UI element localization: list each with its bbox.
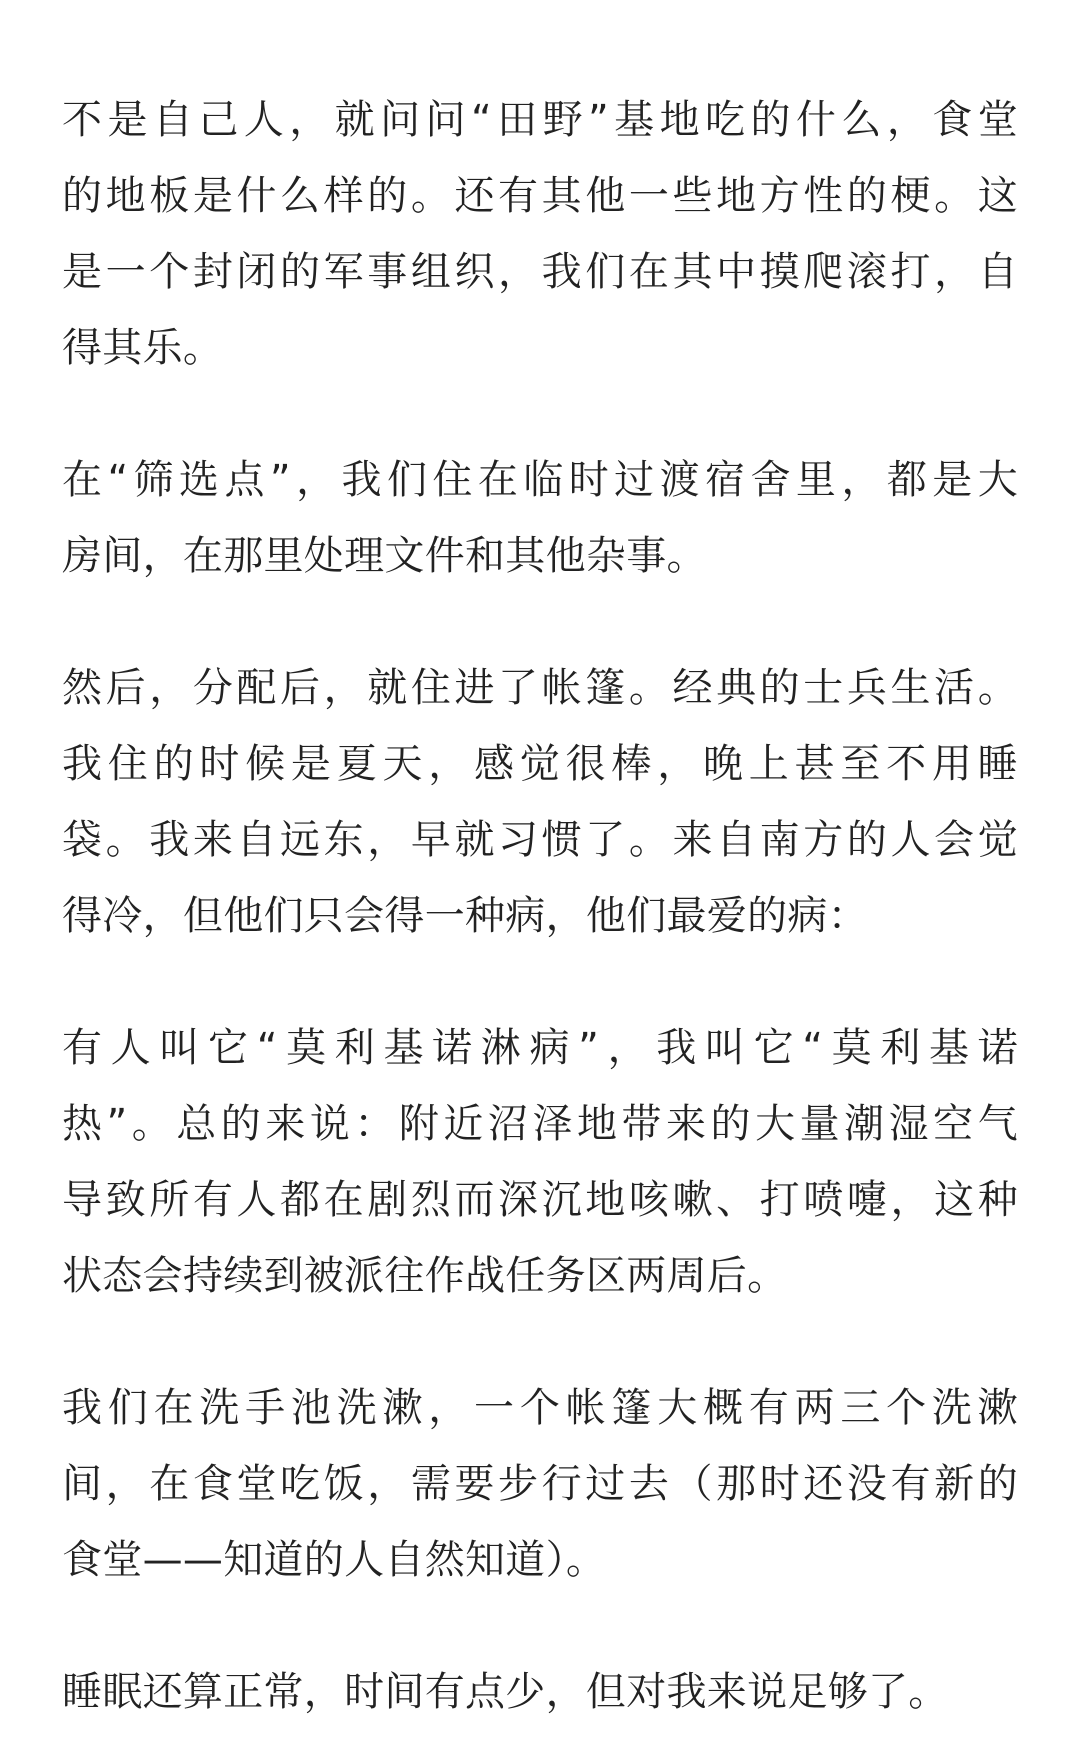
text-line: 是一个封闭的军事组织，我们在其中摸爬滚打，自	[62, 249, 1018, 295]
text-line: 我住的时候是夏天，感觉很棒，晚上甚至不用睡	[62, 741, 1018, 787]
text-line: 房间，在那里处理文件和其他杂事。	[62, 533, 707, 579]
text-line: 食堂——知道的人自然知道）。	[62, 1537, 607, 1583]
text-line: 得其乐。	[62, 325, 224, 371]
paragraph-1	[62, 82, 1018, 386]
paragraph-5	[62, 1370, 1018, 1598]
paragraph-2	[62, 442, 1018, 594]
paragraph-4	[62, 1010, 1018, 1314]
text-line: 我们在洗手池洗漱，一个帐篷大概有两三个洗漱	[62, 1385, 1018, 1431]
text-line: 导致所有人都在剧烈而深沉地咳嗽、打喷嚏，这种	[62, 1177, 1018, 1223]
text-line: 的地板是什么样的。还有其他一些地方性的梗。这	[62, 173, 1018, 219]
text-line: 得冷，但他们只会得一种病，他们最爱的病：	[62, 893, 868, 939]
text-line: 有人叫它“莫利基诺淋病”，我叫它“莫利基诺	[62, 1025, 1018, 1071]
text-line: 袋。我来自远东，早就习惯了。来自南方的人会觉	[62, 817, 1018, 863]
text-line: 睡眠还算正常，时间有点少，但对我来说足够了。	[62, 1669, 949, 1715]
text-line: 热”。总的来说：附近沼泽地带来的大量潮湿空气	[62, 1101, 1018, 1147]
text-line: 在“筛选点”，我们住在临时过渡宿舍里，都是大	[62, 457, 1018, 503]
paragraph-6	[62, 1654, 1018, 1730]
text-line: 不是自己人，就问问“田野”基地吃的什么，食堂	[62, 97, 1018, 143]
text-line: 然后，分配后，就住进了帐篷。经典的士兵生活。	[62, 665, 1018, 711]
paragraph-3	[62, 650, 1018, 954]
text-line: 间，在食堂吃饭，需要步行过去（那时还没有新的	[62, 1461, 1018, 1507]
text-line: 状态会持续到被派往作战任务区两周后。	[62, 1253, 788, 1299]
